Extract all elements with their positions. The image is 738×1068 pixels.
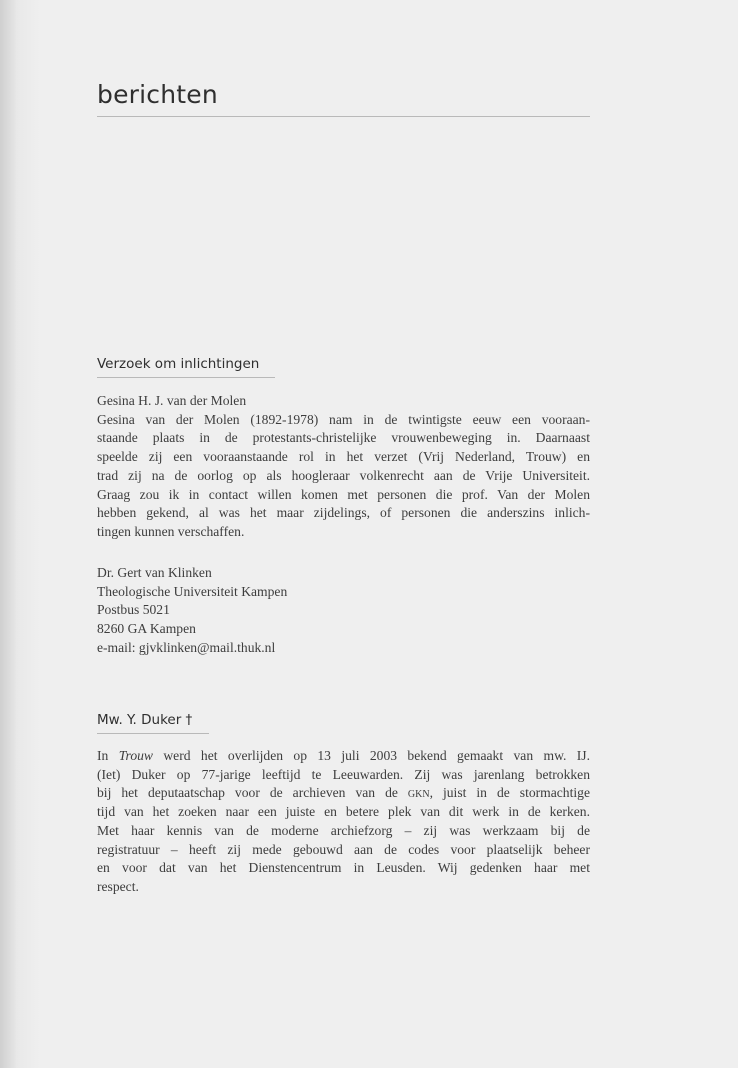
duker-line: bij het deputaatschap voor de archieven van de gkn, juist in de stormachtige	[97, 785, 590, 801]
duker-line: en voor dat van het Dienstencentrum in Leusden. Wij gedenken haar met	[97, 860, 590, 876]
verzoek-line: Graag zou ik in contact willen komen met personen die prof. Van der Molen	[97, 486, 590, 502]
verzoek-line: speelde zij een vooraanstaande rol in het verzet (Vrij Nederland, Trouw) en	[97, 449, 590, 465]
verzoek-line: trad zij na de oorlog op als hoogleraar volkenrecht aan de Vrije Universiteit.	[97, 467, 590, 483]
verzoek-line: hebben gekend, al was het maar zijdelings, of personen die anderszins inlich-	[97, 505, 590, 521]
verzoek-line: Gesina van der Molen (1892-1978) nam in de twintigste eeuw een vooraan-	[97, 411, 590, 427]
newspaper-name: Trouw	[118, 748, 153, 763]
verzoek-block	[97, 392, 590, 542]
address-line: Postbus 5021	[97, 602, 170, 618]
address-line: 8260 GA Kampen	[97, 621, 196, 637]
duker-line: respect.	[97, 878, 139, 894]
page-binding-edge	[0, 0, 16, 1068]
email-address: e-mail: gjvklinken@mail.thuk.nl	[97, 639, 276, 655]
heading-rule	[97, 116, 590, 117]
address-block	[97, 564, 590, 658]
verzoek-line: staande plaats in de protestants-christelijke vrouwenbeweging in. Daarnaast	[97, 430, 590, 446]
duker-line: In Trouw werd het overlijden op 13 juli 2003 bekend gemaakt van mw. IJ.	[97, 748, 590, 763]
page-heading: berichten	[97, 80, 218, 109]
duker-line: Met haar kennis van de moderne archiefzorg – zij was werkzaam bij de	[97, 822, 590, 838]
duker-block	[97, 747, 590, 897]
duker-line: tijd van het zoeken naar een juiste en betere plek van dit werk in de kerken.	[97, 804, 590, 820]
address-line: Theologische Universiteit Kampen	[97, 583, 288, 599]
section-rule-verzoek	[97, 377, 275, 378]
section-title-duker: Mw. Y. Duker †	[97, 712, 193, 728]
duker-line: registratuur – heeft zij mede gebouwd aan de codes voor plaatselijk beheer	[97, 841, 590, 857]
duker-line: (Iet) Duker op 77-jarige leeftijd te Leeuwarden. Zij was jarenlang betrokken	[97, 766, 590, 782]
verzoek-subject: Gesina H. J. van der Molen	[97, 393, 247, 408]
gkn-abbreviation: gkn	[407, 785, 430, 801]
verzoek-line: tingen kunnen verschaffen.	[97, 523, 245, 539]
section-rule-duker	[97, 733, 209, 734]
section-title-verzoek: Verzoek om inlichtingen	[97, 356, 260, 372]
address-line: Dr. Gert van Klinken	[97, 565, 212, 580]
